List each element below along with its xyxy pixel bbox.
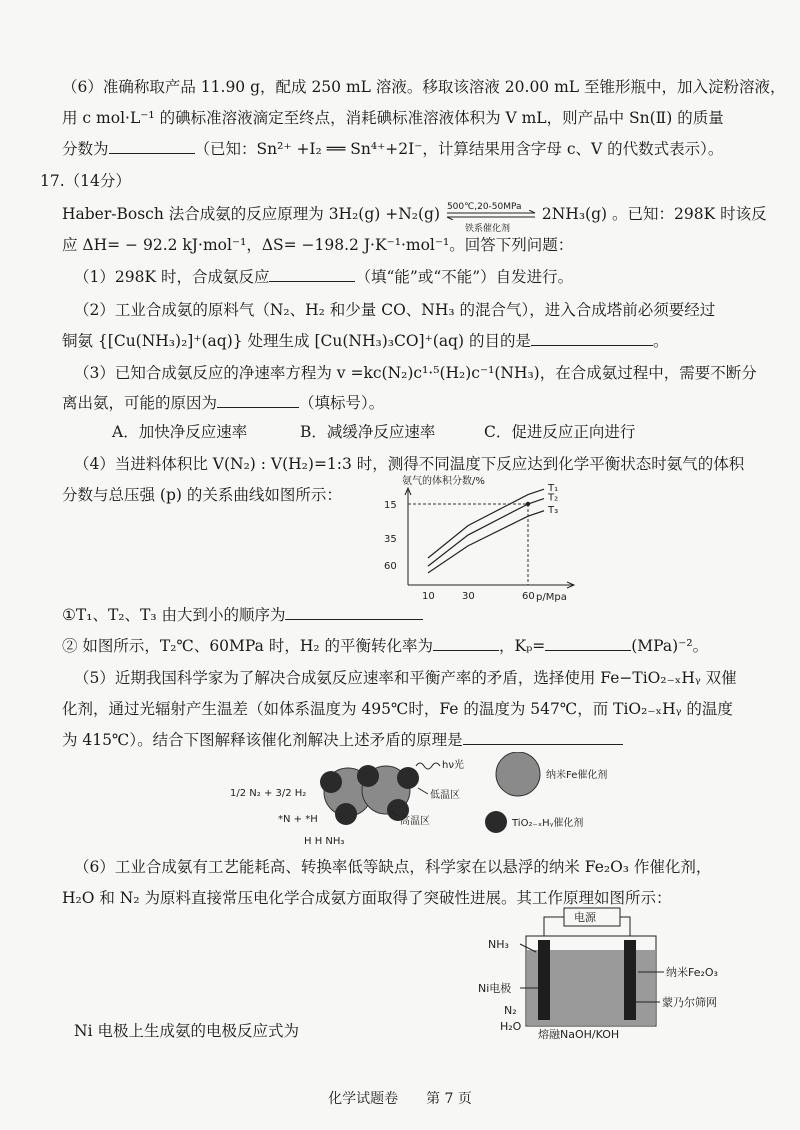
electrolysis-cell-diagram	[478, 906, 738, 1041]
monel-electrode	[624, 940, 636, 1020]
intermediate-label: *N + *H	[278, 814, 318, 825]
series-line-T₃	[428, 511, 544, 573]
power-label: 电源	[574, 911, 596, 924]
q16-6-line3: 分数为 （已知：Sn²⁺ +I₂ ══ Sn⁴⁺+2I⁻，计算结果用含字母 c、V 的代数式表示）。	[62, 140, 724, 158]
reactants-label: 1/2 N₂ + 3/2 H₂	[230, 788, 307, 799]
n2-label: N₂	[504, 1004, 517, 1017]
q17-part5-line1: （5）近期我国科学家为了解决合成氨反应速率和平衡产率的矛盾，选择使用 Fe−TiO₂₋ₓHᵧ 双催	[74, 669, 737, 687]
q16-6-line2: 用 c mol·L⁻¹ 的碘标准溶液滴定至终点，消耗碘标准溶液体积为 V mL，则产品中 Sn(Ⅱ) 的质量	[62, 109, 724, 127]
q17-intro-line1: Haber-Bosch 法合成氨的反应原理为 3H₂(g) +N₂(g) 500℃,20-50MPa 铁系催化剂 2NH₃(g) 。已知：298K 时该反	[62, 202, 767, 234]
high-temp-label: 高温区	[400, 816, 430, 827]
fe2o3-label: 纳米Fe₂O₃	[666, 966, 718, 979]
q16-6-line1: （6）准确称取产品 11.90 g，配成 250 mL 溶液。移取该溶液 20.00 mL 至锥形瓶中，加入淀粉溶液，	[62, 78, 786, 96]
nh3-label: NH₃	[488, 938, 509, 951]
footer-page: 第 7 页	[426, 1091, 472, 1107]
catalyst-diagram	[228, 752, 648, 852]
q17-part6-line2: H₂O 和 N₂ 为原料直接常压电化学合成氨方面取得了突破性进展。其工作原理如图所示：	[62, 889, 672, 907]
light-wave-icon	[416, 763, 440, 769]
y-tick-label: 35	[384, 533, 397, 545]
q17-part1: （1）298K 时，合成氨反应 （填“能”或“不能”）自发进行。	[74, 268, 574, 286]
legend-fe-swatch	[496, 752, 540, 796]
q17-part4-line2: 分数与总压强 (p) 的关系曲线如图所示：	[62, 486, 342, 504]
option-c[interactable]: C．促进反应正向进行	[484, 423, 636, 441]
answer-blank[interactable]	[217, 393, 299, 408]
q17-header: 17.（14分）	[40, 172, 131, 190]
answer-blank[interactable]	[285, 605, 423, 620]
q17-intro-line2: 应 ΔH= − 92.2 kJ·mol⁻¹，ΔS= −198.2 J·K⁻¹·mol⁻¹。回答下列问题：	[62, 236, 574, 254]
series-line-T₂	[428, 499, 544, 566]
option-b[interactable]: B．减缓净反应速率	[300, 423, 436, 441]
answer-blank[interactable]	[531, 331, 653, 346]
ti-particle	[335, 803, 357, 825]
series-label: T₁	[548, 483, 559, 495]
q17-part5-line3: 为 415℃）。结合下图解释该催化剂解决上述矛盾的原理是	[62, 729, 623, 751]
legend-ti-swatch	[485, 811, 507, 833]
chart-xlabel: p/Mpa	[536, 592, 567, 603]
answer-blank[interactable]	[463, 730, 623, 745]
q17-part2-line1: （2）工业合成氨的原料气（N₂、H₂ 和少量 CO、NH₃ 的混合气），进入合成塔前必须要经过	[74, 301, 716, 319]
answer-blank[interactable]	[269, 267, 355, 282]
q17-part4-line1: （4）当进料体积比 V(N₂) : V(H₂)=1:3 时，测得不同温度下反应达到化学平衡状态时氨气的体积	[74, 455, 745, 473]
q17-part6-question: Ni 电极上生成氨的电极反应式为	[74, 1022, 299, 1040]
page-footer	[0, 1088, 800, 1108]
marked-point	[526, 502, 530, 506]
reaction-arrow: 500℃,20-50MPa 铁系催化剂	[445, 204, 537, 226]
legend-ti-label: TiO₂₋ₓHᵧ催化剂	[512, 818, 584, 829]
footer-subject: 化学试题卷	[328, 1091, 399, 1107]
x-tick-label: 60	[522, 591, 535, 602]
q17-part4-q1: ①T₁、T₂、T₃ 由大到小的顺序为	[62, 604, 423, 626]
ti-particle	[357, 765, 379, 787]
y-tick-label: 60	[384, 560, 397, 572]
legend-fe-label: 纳米Fe催化剂	[546, 770, 608, 781]
ti-particle	[320, 771, 342, 793]
low-temp-label: 低温区	[430, 790, 460, 801]
x-tick-label: 10	[422, 591, 435, 602]
q17-part3-line2: 离出氨，可能的原因为 （填标号）。	[62, 394, 385, 412]
ti-particle	[397, 767, 419, 789]
chart-ylabel: 氨气的体积分数/%	[402, 476, 485, 487]
series-line-T₁	[428, 489, 544, 558]
q17-part5-line2: 化剂，通过光辐射产生温差（如体系温度为 495℃时，Fe 的温度为 547℃，而 TiO₂₋ₓHᵧ 的温度	[62, 700, 733, 718]
q17-part3-line1: （3）已知合成氨反应的净速率方程为 v =kc(N₂)c¹·⁵(H₂)c⁻¹(NH₃)，在合成氨过程中，需要不断分	[74, 364, 757, 382]
q17-part6-line1: （6）工业合成氨有工艺能耗高、转换率低等缺点，科学家在以悬浮的纳米 Fe₂O₃ 作催化剂，	[74, 858, 712, 876]
series-label: T₂	[548, 492, 559, 504]
h2o-label: H₂O	[500, 1020, 522, 1033]
answer-blank[interactable]	[545, 636, 631, 651]
answer-blank[interactable]	[109, 139, 195, 154]
answer-blank[interactable]	[433, 636, 499, 651]
light-label: hν光	[442, 760, 464, 771]
low-temp-pointer	[418, 788, 428, 794]
series-label: T₃	[548, 504, 559, 516]
q17-part2-line2: 铜氨 {[Cu(NH₃)₂]⁺(aq)} 处理生成 [Cu(NH₃)₃CO]⁺(aq) 的目的是 。	[62, 332, 669, 350]
ni-electrode-label: Ni电极	[478, 982, 512, 995]
q17-part4-q2: ② 如图所示，T₂℃、60MPa 时，H₂ 的平衡转化率为 ，Kₚ= (MPa)⁻²。	[62, 637, 709, 655]
electrolyte-label: 熔融NaOH/KOH	[538, 1028, 620, 1041]
nh3-product-label: H H NH₃	[304, 836, 345, 847]
y-tick-label: 15	[384, 500, 397, 511]
ni-electrode	[538, 940, 550, 1020]
option-a[interactable]: A．加快净反应速率	[112, 423, 248, 441]
x-tick-label: 30	[462, 591, 475, 602]
ammonia-fraction-chart	[368, 470, 588, 610]
monel-label: 蒙乃尔筛网	[662, 996, 717, 1009]
